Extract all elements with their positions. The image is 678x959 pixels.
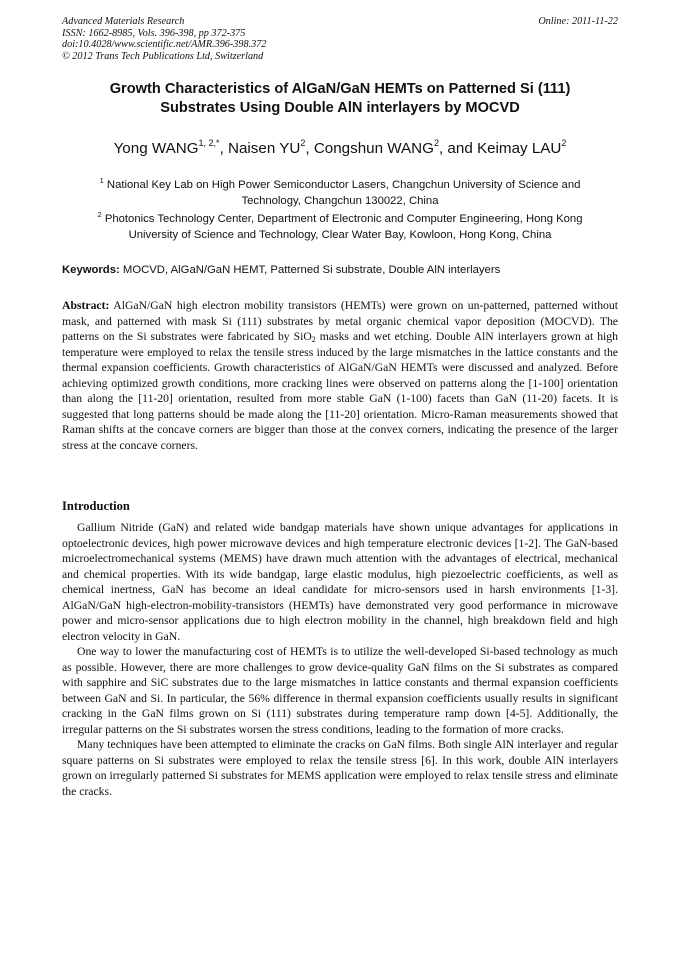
section-heading-introduction: Introduction xyxy=(62,499,130,513)
keywords xyxy=(62,263,618,278)
abstract xyxy=(62,298,618,453)
author-affiliation-mark: 2 xyxy=(300,138,306,148)
affiliation-line: Photonics Technology Center, Department of Electronic and Computer Engineering, Hong Kong xyxy=(104,213,583,225)
online-date: Online: 2011-11-22 xyxy=(538,16,618,27)
journal-name: Advanced Materials Research xyxy=(62,16,185,27)
affiliation-line: University of Science and Technology, Clear Water Bay, Kowloon, Hong Kong, China xyxy=(128,228,552,241)
author-affiliation-mark: 2 xyxy=(561,138,567,148)
author-separator: , xyxy=(305,140,314,157)
author-name: Keimay LAU xyxy=(476,140,562,157)
affiliation-2 xyxy=(62,212,618,243)
abstract-text: AlGaN/GaN high electron mobility transistors (HEMTs) were grown on un-patterned, patterned without mask, and patterned with mask Si (111) substrates by metal organic chemical vapor deposition (MOCVD). The patterns on the Si substrates were fabricated by SiO xyxy=(62,299,618,343)
affiliation-line: National Key Lab on High Power Semiconductor Lasers, Changchun University of Science and xyxy=(106,179,581,191)
author-list xyxy=(62,139,618,159)
author-name: Naisen YU xyxy=(228,140,301,157)
abstract-label: Abstract: xyxy=(62,299,110,312)
copyright-line: © 2012 Trans Tech Publications Ltd, Switzerland xyxy=(62,50,264,62)
author-name: Congshun WANG xyxy=(313,140,434,157)
affiliation-1 xyxy=(62,178,618,209)
abstract-text-continued: masks and wet etching. Double AlN interlayers grown at high temperature were employed to relax the tensile stress induced by the large mismatches in the lattice constants and the thermal expansion coefficients. Growth characteristics of AlGaN/GaN HEMTs were discussed and analyzed. Before achieving optimized growth conditions, more cracking lines were observed on patterns along the [1-100] orientation than along the [11-20] orientation, resulted from more stable GaN (1-100) facets than GaN (11-20) facets. It is suggested that long patterns should be made along the [11-20] orientation. Micro-Raman measurements showed that Raman shifts at the concave corners are bigger than those at the convex corners, indicating the presence of the larger stress at the concave corners. xyxy=(62,330,618,452)
keywords-label: Keywords: xyxy=(62,264,120,276)
affiliation-line: Technology, Changchun 130022, China xyxy=(241,194,439,207)
affiliation-mark: 2 xyxy=(97,210,102,219)
introduction-body xyxy=(62,520,618,799)
paper-title xyxy=(62,80,618,118)
author-affiliation-mark: 2 xyxy=(433,138,439,148)
author-affiliation-mark: 1, 2,* xyxy=(198,138,220,148)
title-line-1: Growth Characteristics of AlGaN/GaN HEMTs on Patterned Si (111) xyxy=(109,81,571,97)
issn-line: ISSN: 1662-8985, Vols. 396-398, pp 372-375 xyxy=(62,27,246,39)
author-name: Yong WANG xyxy=(113,140,199,157)
journal-header xyxy=(62,16,618,62)
paragraph: Gallium Nitride (GaN) and related wide bandgap materials have shown unique advantages for applications in optoelectronic devices, high power microwave devices and high temperature electronic devices [1-2]. The GaN-based microelectromechanical systems (MEMS) have drawn much attention with the advantages of electrical, mechanical and chemical properties. With its wide bandgap, large elastic modulus, high piezoelectric coefficients, as well as chemical inertness, GaN has become an ideal candidate for micro-sensors used in harsh environments [1-3]. AlGaN/GaN high-electron-mobility-transistors (HEMTs) have demonstrated very good performance in microwave power and micro-sensor applications due to high electron mobility in the channel, high breakdown field and high electron velocity in GaN. xyxy=(62,521,618,643)
author-separator: , and xyxy=(438,140,477,157)
author-separator: , xyxy=(219,140,229,157)
paragraph: Many techniques have been attempted to eliminate the cracks on GaN films. Both single AlN interlayer and regular square patterns on Si substrates were employed to relax the tensile stress [6]. In this work, double AlN interlayers grown on irregularly patterned Si substrates for MEMS application were employed to relax tensile stress and eliminate the cracks. xyxy=(62,738,618,798)
subscript-2: 2 xyxy=(311,335,316,344)
keywords-text: MOCVD, AlGaN/GaN HEMT, Patterned Si substrate, Double AlN interlayers xyxy=(122,264,501,276)
paragraph: One way to lower the manufacturing cost of HEMTs is to utilize the well-developed Si-based technology as much as possible. However, there are more challenges to grow device-quality GaN films on the Si substrates as compared with sapphire and SiC substrates due to the large mismatches in lattice constants and thermal expansion coefficients between GaN and Si. In particular, the 56% difference in thermal expansion coefficients usually results in significant cracking in the GaN films grown on Si (111) substrates during temperature ramp down [4-5]. Additionally, the irregular patterns on the Si substrates worsen the stress conditions, leading to the formation of more cracks. xyxy=(62,645,618,736)
doi-line: doi:10.4028/www.scientific.net/AMR.396-398.372 xyxy=(62,39,267,51)
affiliation-mark: 1 xyxy=(99,176,104,185)
title-line-2: Substrates Using Double AlN interlayers by MOCVD xyxy=(160,100,520,116)
